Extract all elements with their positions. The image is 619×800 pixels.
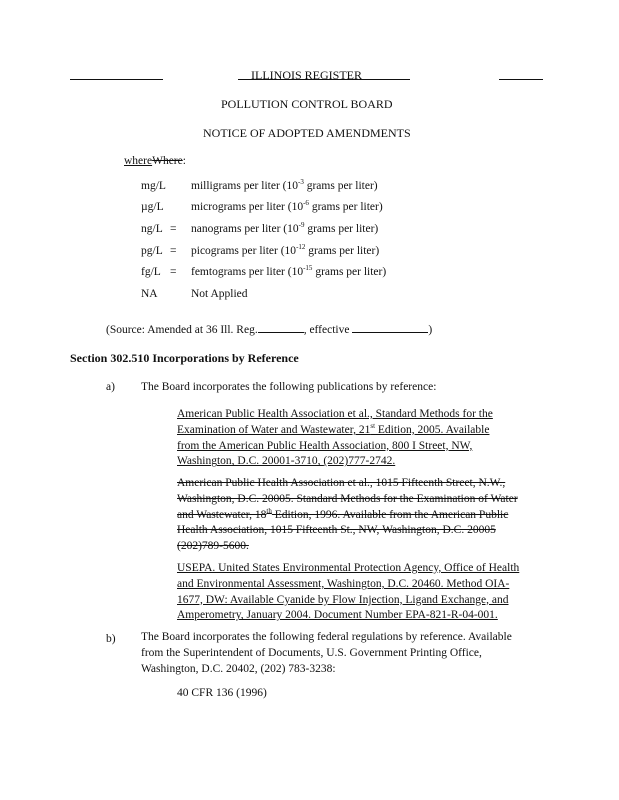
reference-standard-methods-21st: American Public Health Association et al., Standard Methods for the Examination of Water and Wastewater, 21st Edition, 2005. Available from the American Public Health Association, 800 I Street, NW, Washington, D.C. 20001-3710, (202)777-2742. xyxy=(177,408,493,468)
unit-eq: = xyxy=(170,266,177,278)
source-effective: , effective xyxy=(303,324,350,336)
source-blank-reg xyxy=(258,332,304,333)
unit-desc: femtograms per liter ($10^{-15}$ grams per liter) xyxy=(191,264,387,278)
section-heading: Section 302.510 Incorporations by Reference xyxy=(70,351,299,365)
reference-usepa-method-oia-1677: USEPA. United States Environmental Protection Agency, Office of Health and Environmental Assessment, Washington, D.C. 20460. Method OIA- 1677, DW: Available Cyanide by Flow Injection, Ligand Exchange, and Amperometry, January 2004. Document Number EPA-821-R-04-001. xyxy=(177,562,520,622)
register-title: ILLINOIS REGISTER xyxy=(251,68,362,82)
header-rule-left xyxy=(70,79,163,80)
board-title: POLLUTION CONTROL BOARD xyxy=(221,97,393,111)
item-a-text: The Board incorporates the following publications by reference: xyxy=(141,381,437,393)
unit-abbr: mg/L xyxy=(141,180,166,192)
unit-eq: = xyxy=(170,245,177,257)
unit-abbr: ng/L xyxy=(141,223,163,235)
source-blank-date xyxy=(352,332,428,333)
source-note xyxy=(106,323,432,337)
unit-desc: milligrams per liter ($10^{-3}$ grams per liter) xyxy=(191,178,378,192)
unit-abbr: fg/L xyxy=(141,266,161,278)
where-deleted: Where xyxy=(152,155,183,167)
unit-abbr: pg/L xyxy=(141,245,163,257)
unit-eq: = xyxy=(170,223,177,235)
where-line xyxy=(124,154,186,168)
unit-desc: Not Applied xyxy=(191,288,248,300)
unit-desc: nanograms per liter ($10^{-9}$ grams per liter) xyxy=(191,221,379,235)
unit-desc: micrograms per liter ($10^{-6}$ grams per liter) xyxy=(191,199,383,213)
source-close: ) xyxy=(428,324,433,336)
item-b-text: The Board incorporates the following federal regulations by reference. Available from the Superintendent of Documents, U.S. Government Printing Office, Washington, D.C. 20402, (202) 783-3238: xyxy=(141,631,512,675)
header-rule-right xyxy=(499,79,543,80)
cfr-reference: 40 CFR 136 (1996) xyxy=(177,687,267,699)
reference-standard-methods-18th-deleted: American Public Health Association et al., 1015 Fifteenth Street, N.W., Washington, D.C. 20005. Standard Methods for the Examination of Water and Wastewater, 18th Edition, 1996. Available from the American Public Health Association, 1015 Fifteenth St., NW, Washington, D.C. 20005 (202)789-5600. xyxy=(177,477,518,553)
source-prefix: (Source: Amended at 36 Ill. Reg. xyxy=(106,324,258,336)
item-b-label: b) xyxy=(106,633,116,645)
where-added: where xyxy=(124,155,153,167)
where-colon: : xyxy=(182,155,186,167)
notice-title: NOTICE OF ADOPTED AMENDMENTS xyxy=(203,126,411,140)
unit-desc: picograms per liter ($10^{-12}$ grams per liter) xyxy=(191,243,380,257)
unit-abbr: µg/L xyxy=(141,201,164,213)
unit-abbr: NA xyxy=(141,288,158,300)
item-a-label: a) xyxy=(106,381,115,393)
